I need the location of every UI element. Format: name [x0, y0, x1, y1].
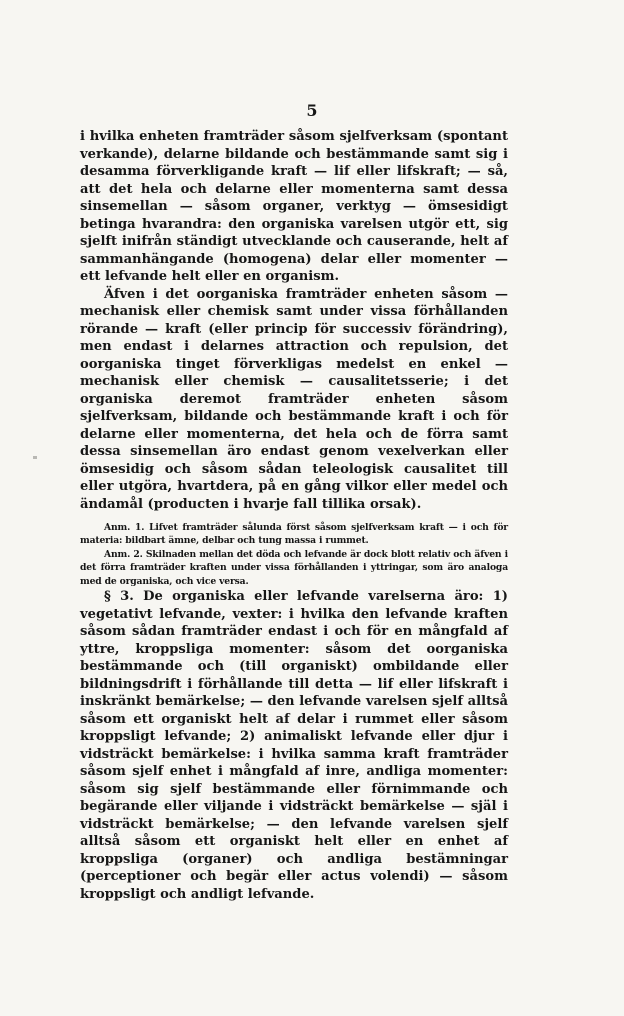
note-2: Anm. 2. Skilnaden mellan det döda och lefvande är dock blott relativ och äfven i det förra framträder kraften under vissa förhållanden i yttringar, som äro analoga med de organiska, och vice versa.	[80, 548, 508, 587]
page-number: 5	[306, 101, 318, 120]
body-text	[80, 128, 508, 903]
margin-speck	[33, 456, 37, 459]
section-3-paragraph: § 3. De organiska eller lefvande varelserna äro: 1) vegetativt lefvande, vexter: i hvilka den lefvande kraften såsom sådan framträder endast i och för en mångfald af yttre, kroppsliga momenter: såsom det oorganiska bestämmande och (till organiskt) ombildande eller bildningsdrift i förhållande till detta — lif eller lifskraft i inskränkt bemärkelse; — den lefvande varelsen sjelf alltså såsom ett organiskt helt af delar i rummet eller såsom kroppsligt lefvande; 2) animaliskt lefvande eller djur i vidsträckt bemärkelse: i hvilka samma kraft framträder såsom sjelf enhet i mångfald af inre, andliga momenter: såsom sig sjelf bestämmande eller förnimmande och begärande eller viljande i vidsträckt bemärkelse — själ i vidsträckt bemärkelse; — den lefvande varelsen sjelf alltså såsom ett organiskt helt eller en enhet af kroppsliga (organer) och andliga bestämningar (perceptioner och begär eller actus volendi) — såsom kroppsligt och andligt lefvande.	[80, 589, 508, 902]
paragraph-organism: i hvilka enheten framträder såsom sjelfverksam (spontant verkande), delarne bildande och bestämmande samt sig i desamma förverkligande kraft — lif eller lifskraft; — så, att det hela och delarne eller momenterna samt dessa sinsemellan — såsom organer, verktyg — ömsesidigt betinga hvarandra: den organiska varelsen utgör ett, sig sjelft inifrån ständigt utvecklande och causerande, helt af sammanhängande (homogena) delar eller momenter — ett lefvande helt eller en organism.	[80, 129, 508, 284]
paragraph-inorganic: Äfven i det oorganiska framträder enheten såsom — mechanisk eller chemisk samt under vissa förhållanden rörande — kraft (eller princip för successiv förändring), men endast i delarnes attraction och repulsion, det oorganiska tinget förverkligas medelst en enkel — mechanisk eller chemisk — causalitetsserie; i det organiska deremot framträder enheten såsom sjelfverksam, bildande och bestämmande kraft i och för delarne eller momenterna, det hela och de förra samt dessa sinsemellan äro endast genom vexelverkan eller ömsesidig och såsom sådan teleologisk causalitet till eller utgöra, hvartdera, på en gång vilkor eller medel och ändamål (producten i hvarje fall tillika orsak).	[80, 286, 508, 512]
note-1: Anm. 1. Lifvet framträder sålunda först såsom sjelfverksam kraft — i och för materia: bildbart ämne, delbar och tung massa i rummet.	[80, 522, 508, 547]
